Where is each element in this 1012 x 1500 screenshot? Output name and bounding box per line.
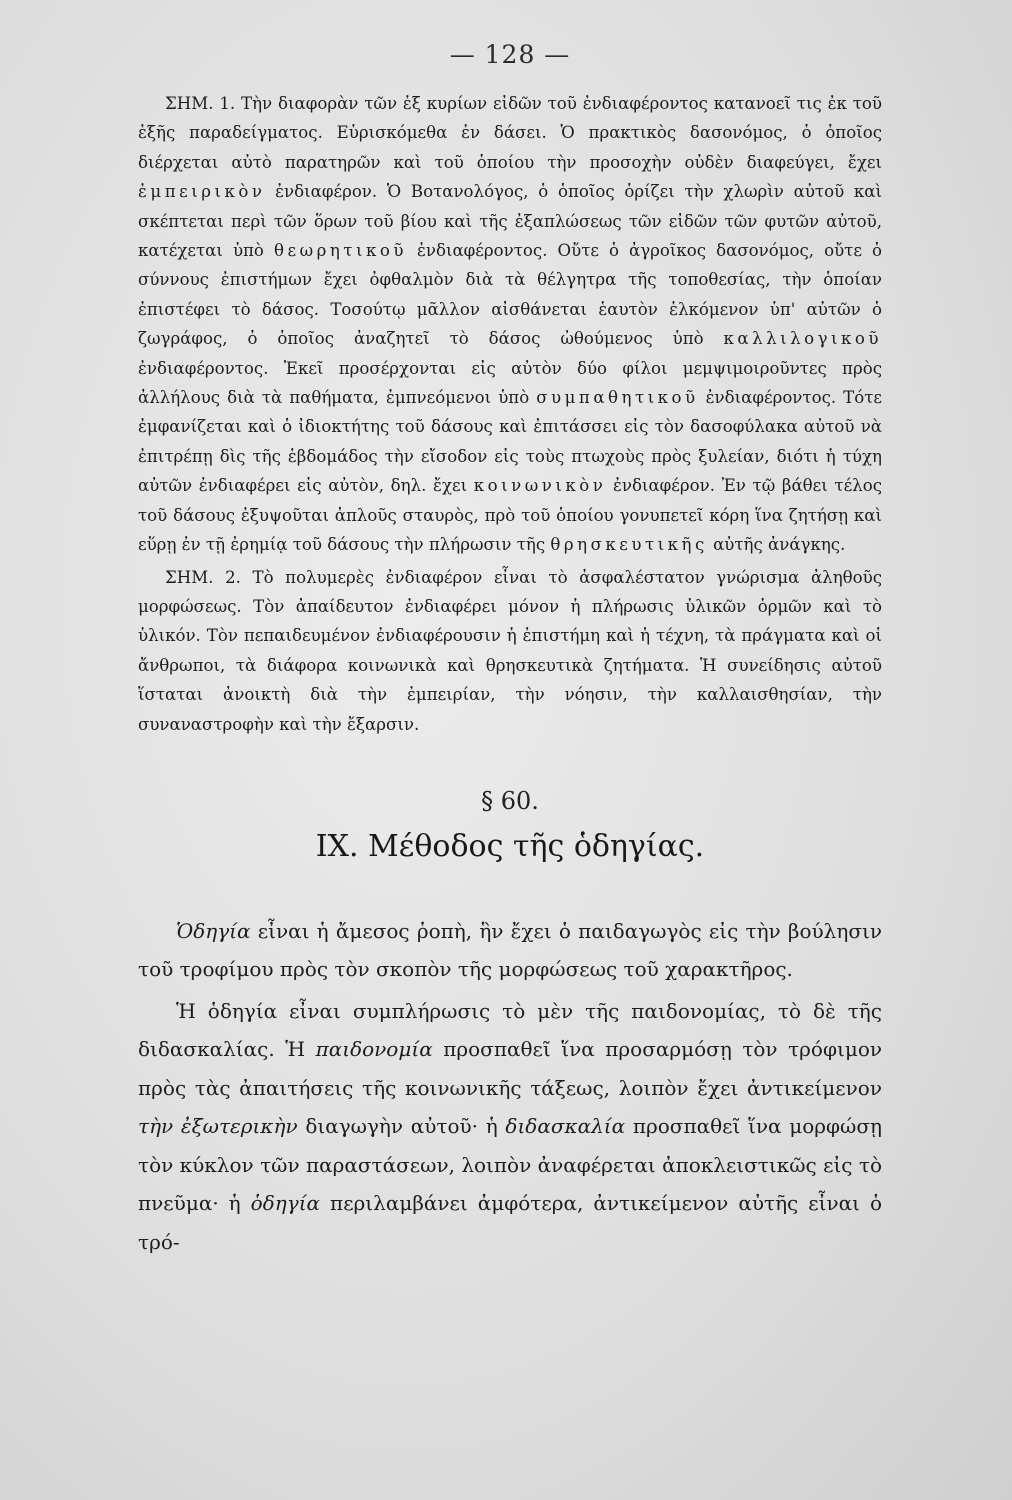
spaced-term: θεωρητικοῦ bbox=[273, 241, 407, 261]
page-number: — 128 — bbox=[449, 40, 571, 69]
spaced-term: κοινωνικὸν bbox=[473, 476, 607, 496]
spaced-term: θρησκευτικῆς bbox=[550, 535, 708, 555]
spaced-term: καλλιλογικοῦ bbox=[723, 329, 882, 349]
note-2-label: ΣΗΜ. 2. bbox=[165, 567, 241, 587]
spaced-term: ἐμπειρικὸν bbox=[138, 182, 266, 202]
section-title: IX. Μέθοδος τῆς ὁδηγίας. bbox=[315, 828, 705, 864]
italic-term: παιδονομία bbox=[315, 1037, 433, 1062]
spaced-term: συμπαθητικοῦ bbox=[536, 388, 699, 408]
note-1-label: ΣΗΜ. 1. bbox=[165, 94, 236, 113]
paragraph-1: Ὁδηγία εἶναι ἡ ἄμεσος ῥοπὴ, ἣν ἔχει ὁ παιδαγωγὸς εἰς τὴν βούλησιν τοῦ τροφίμου πρὸς τὸν σκοπὸν τῆς μορφώσεως τοῦ χαρακτῆρος. bbox=[138, 918, 882, 982]
italic-term: διδασκαλία bbox=[505, 1114, 626, 1139]
italic-term: ὁδηγία bbox=[250, 1191, 321, 1216]
note-2: ΣΗΜ. 2. Τὸ πολυμερὲς ἐνδιαφέρον εἶναι τὸ ἀσφαλέστατον γνώρισμα ἀληθοῦς μορφώσεως. Τὸν ἀπαίδευτον ἐνδιαφέρει μόνον ἡ πλήρωσις ὑλικῶν ὁρμῶν καὶ τὸ ὑλικόν. Τὸν πεπαιδευμένον ἐνδιαφέρουσιν ἡ ἐπιστήμη καὶ ἡ τέχνη, τὰ πράγματα καὶ οἱ ἄνθρωποι, τὰ διάφορα κοινωνικὰ καὶ θρησκευτικὰ ζητήματα. Ἡ συνείδησις αὐτοῦ ἵσταται ἀνοικτὴ διὰ τὴν ἐμπειρίαν, τὴν νόησιν, τὴν καλλαισθησίαν, τὴν συναναστροφὴν καὶ τὴν ἔξαρσιν. bbox=[138, 567, 883, 734]
section-mark: § 60. bbox=[481, 786, 539, 815]
italic-term: τὴν ἐξωτερικὴν bbox=[138, 1114, 298, 1139]
paragraph-2: Ἡ ὁδηγία εἶναι συμπλήρωσις τὸ μὲν τῆς παιδονομίας, τὸ δὲ τῆς διδασκαλίας. Ἡ παιδονομία προσπαθεῖ ἵνα προσαρμόσῃ τὸν τρόφιμον πρὸς τὰς ἀπαιτήσεις τῆς κοινωνικῆς τάξεως, λοιπὸν ἔχει ἀντικείμενον τὴν ἐξωτερικὴν διαγωγὴν αὐτοῦ· ἡ διδασκαλία προσπαθεῖ ἵνα μορφώσῃ τὸν κύκλον τῶν παραστάσεων, λοιπὸν ἀναφέρεται ἀποκλειστικῶς εἰς τὸ πνεῦμα· ἡ ὁδηγία περιλαμβάνει ἀμφότερα, ἀντικείμενον αὐτῆς εἶναι ὁ τρό- bbox=[138, 998, 883, 1254]
note-1: ΣΗΜ. 1. Τὴν διαφορὰν τῶν ἐξ κυρίων εἰδῶν τοῦ ἐνδιαφέροντος κατανοεῖ τις ἐκ τοῦ ἑξῆς παραδείγματος. Εὑρισκόμεθα ἐν δάσει. Ὁ πρακτικὸς δασονόμος, ὁ ὁποῖος διέρχεται αὐτὸ παρατηρῶν καὶ τοῦ ὁποίου τὴν προσοχὴν οὐδὲν διαφεύγει, ἔχει ἐμπειρικὸν ἐνδιαφέρον. Ὁ Βοτανολόγος, ὁ ὁποῖος ὁρίζει τὴν χλωρὶν αὐτοῦ καὶ σκέπτεται περὶ τῶν ὅρων τοῦ βίου καὶ τῆς ἐξαπλώσεως τῶν εἰδῶν τῶν φυτῶν αὐτοῦ, κατέχεται ὑπὸ θεωρητικοῦ ἐνδιαφέροντος. Οὔτε ὁ ἀγροῖκος δασονόμος, οὔτε ὁ σύννους ἐπιστήμων ἔχει ὀφθαλμὸν διὰ τὰ θέλγητρα τῆς τοποθεσίας, τὴν ὁποίαν ἐπιστέφει τὸ δάσος. Τοσούτῳ μᾶλλον αἰσθάνεται ἑαυτὸν ἑλκόμενον ὑπ' αὐτῶν ὁ ζωγράφος, ὁ ὁποῖος ἀναζητεῖ τὸ δάσος ὠθούμενος ὑπὸ καλλιλογικοῦ ἐνδιαφέροντος. Ἐκεῖ προσέρχονται εἰς αὐτὸν δύο φίλοι μεμψιμοιροῦντες πρὸς ἀλλήλους διὰ τὰ παθήματα, ἐμπνεόμενοι ὑπὸ συμπαθητικοῦ ἐνδιαφέροντος. Τότε ἐμφανίζεται καὶ ὁ ἰδιοκτήτης τοῦ δάσους καὶ ἐπιτάσσει εἰς τὸν δασοφύλακα αὐτοῦ νὰ ἐπιτρέπῃ δὶς τῆς ἑβδομάδος τὴν εἴσοδον εἰς τοὺς πτωχοὺς πρὸς ξυλείαν, διότι ἡ τύχη αὐτῶν ἐνδιαφέρει εἰς αὐτὸν, δηλ. ἔχει κοινωνικὸν ἐνδιαφέρον. Ἐν τῷ βάθει τέλος τοῦ δάσους ἐξυψοῦται ἁπλοῦς σταυρὸς, πρὸ τοῦ ὁποίου γονυπετεῖ κόρη ἵνα ζητήσῃ καὶ εὕρῃ ἐν τῇ ἐρημίᾳ τοῦ δάσους τὴν πλήρωσιν τῆς θρησκευτικῆς αὐτῆς ἀνάγκης. bbox=[138, 94, 883, 555]
paragraph-1-term: Ὁδηγία bbox=[176, 918, 251, 943]
